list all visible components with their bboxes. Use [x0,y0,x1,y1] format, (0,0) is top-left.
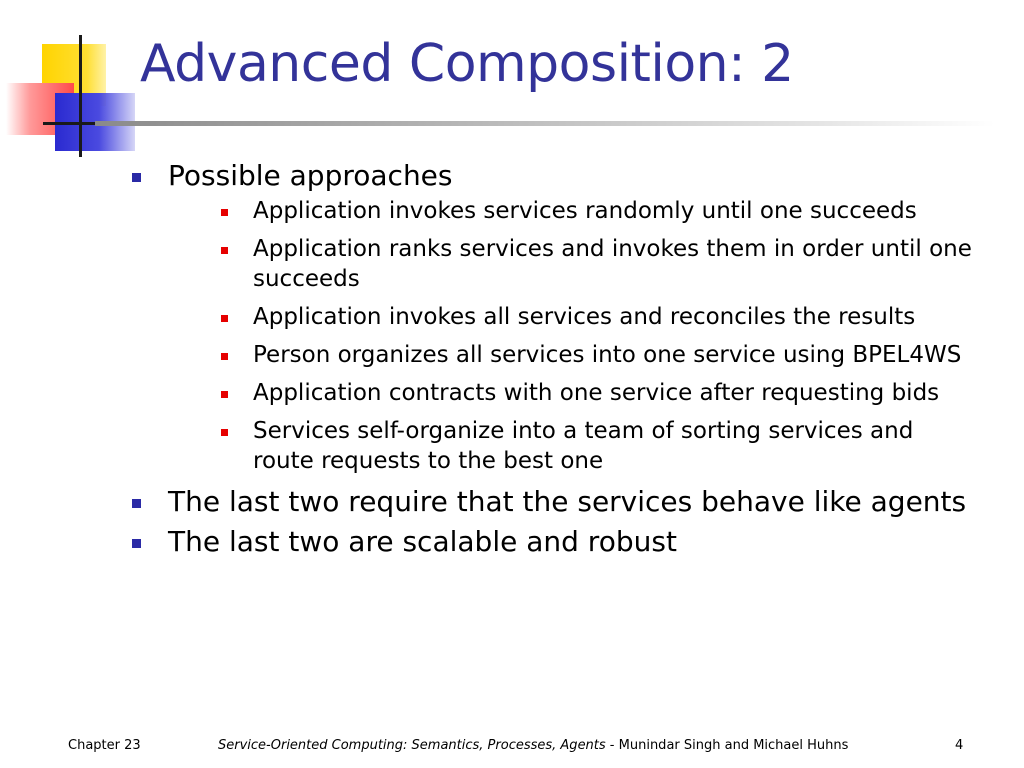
sub-bullet-text: Services self-organize into a team of sorting services and route requests to the best one [253,418,914,474]
sub-bullet-text: Person organizes all services into one service using BPEL4WS [253,342,962,368]
footer-chapter: Chapter 23 [68,738,141,753]
footer-authors: Munindar Singh and Michael Huhns [618,738,849,753]
sub-bullet-square-icon [221,315,228,322]
footer-book-title: Service-Oriented Computing: Semantics, Processes, Agents [218,738,606,753]
sub-bullet-item [168,416,973,476]
bullet-list [128,158,988,560]
sub-bullet-item [168,234,973,294]
bullet-item [128,158,988,476]
slide-title: Advanced Composition: 2 [140,34,794,94]
slide-body [128,158,988,564]
sub-bullet-text: Application ranks services and invokes them in order until one succeeds [253,236,972,292]
footer-citation [218,738,848,753]
bullet-item [128,484,988,520]
sub-bullet-list [168,196,988,476]
bullet-text: The last two require that the services behave like agents [168,485,967,518]
bullet-item [128,524,988,560]
logo-vertical-line [79,35,82,157]
sub-bullet-item [168,302,973,332]
sub-bullet-square-icon [221,429,228,436]
sub-bullet-square-icon [221,209,228,216]
bullet-text: The last two are scalable and robust [168,525,677,558]
sub-bullet-item [168,378,973,408]
bullet-square-icon [132,539,141,548]
sub-bullet-square-icon [221,353,228,360]
slide-logo-decoration [0,0,150,160]
sub-bullet-item [168,340,973,370]
bullet-square-icon [132,173,141,182]
footer-page-number: 4 [955,738,964,753]
sub-bullet-text: Application invokes services randomly until one succeeds [253,198,917,224]
bullet-square-icon [132,499,141,508]
sub-bullet-square-icon [221,247,228,254]
title-divider [95,121,995,126]
sub-bullet-square-icon [221,391,228,398]
bullet-text: Possible approaches [168,159,453,192]
logo-horizontal-line [43,122,103,125]
sub-bullet-item [168,196,973,226]
sub-bullet-text: Application invokes all services and reconciles the results [253,304,916,330]
sub-bullet-text: Application contracts with one service after requesting bids [253,380,940,406]
footer-separator: - [605,738,619,753]
